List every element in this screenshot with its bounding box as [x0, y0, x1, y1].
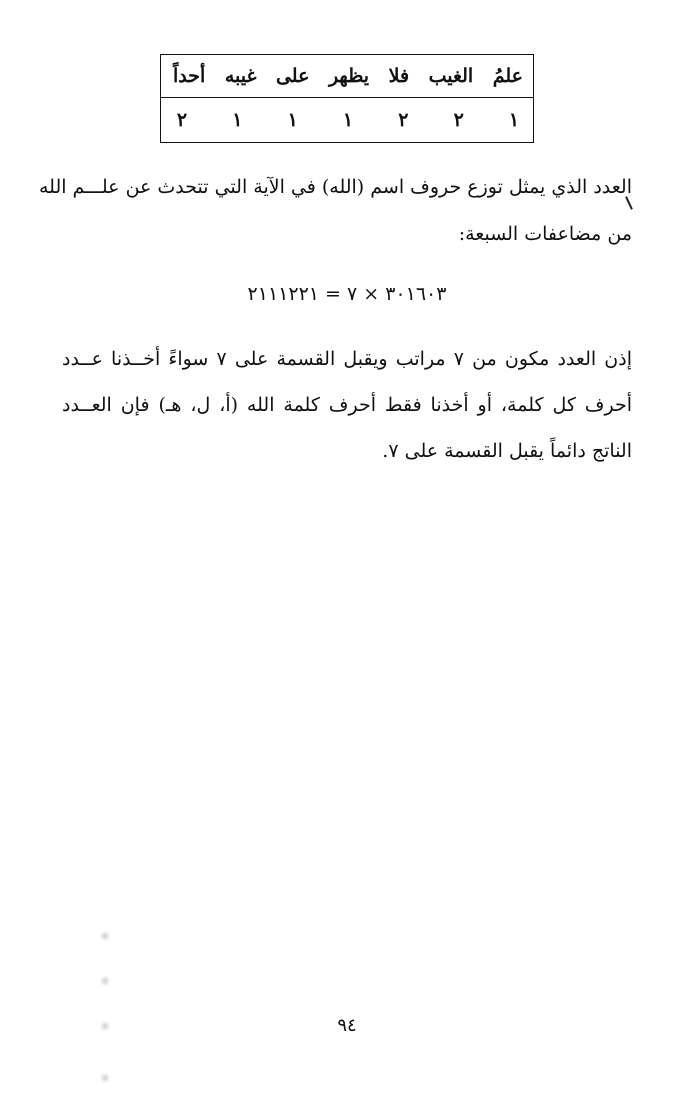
table-count-cell: ١ — [232, 109, 243, 131]
table-count-cell: ١ — [342, 109, 354, 131]
paragraph-line: الناتج دائماً يقبل القسمة على ٧. — [382, 440, 632, 462]
scan-smudge — [100, 975, 110, 987]
page-number: ٩٤ — [337, 1015, 357, 1036]
table-count-cell: ١ — [508, 109, 520, 131]
table-header-cell: علمُ — [492, 65, 523, 87]
table-header-row — [161, 55, 533, 98]
table-header-cell: الغيب — [428, 65, 474, 87]
table-count-cell: ٢ — [398, 109, 409, 131]
paragraph-line: من مضاعفات السبعة: — [458, 223, 632, 245]
table-header-cell: يظهر — [328, 65, 370, 87]
scan-smudge — [100, 1072, 110, 1084]
table-header-cell: على — [275, 65, 310, 87]
paragraph-line: إذن العدد مكون من ٧ مراتب ويقبل القسمة على ٧ سواءً أخــذنا عــدد — [62, 348, 632, 370]
table-count-row — [161, 98, 533, 142]
letter-count-table — [160, 54, 534, 143]
margin-mark — [625, 196, 633, 210]
table-header-cell: أحداً — [173, 65, 206, 87]
paragraph-line: أحرف كل كلمة، أو أخذنا فقط أحرف كلمة الله (أ، ل، هـ) فإن العــدد — [62, 394, 632, 416]
paragraph-line: العدد الذي يمثل توزع حروف اسم (الله) في الآية التي تتحدث عن علـــم الله — [38, 176, 632, 198]
scan-smudge — [100, 930, 110, 942]
equation: ٣٠١٦٠٣ × ٧ = ٢١١١٢٢١ — [247, 283, 447, 305]
table-count-cell: ٢ — [176, 109, 188, 131]
table-count-cell: ١ — [287, 109, 298, 131]
table-header-cell: فلا — [388, 65, 410, 87]
table-count-cell: ٢ — [453, 109, 464, 131]
table-header-cell: غيبه — [224, 65, 257, 87]
